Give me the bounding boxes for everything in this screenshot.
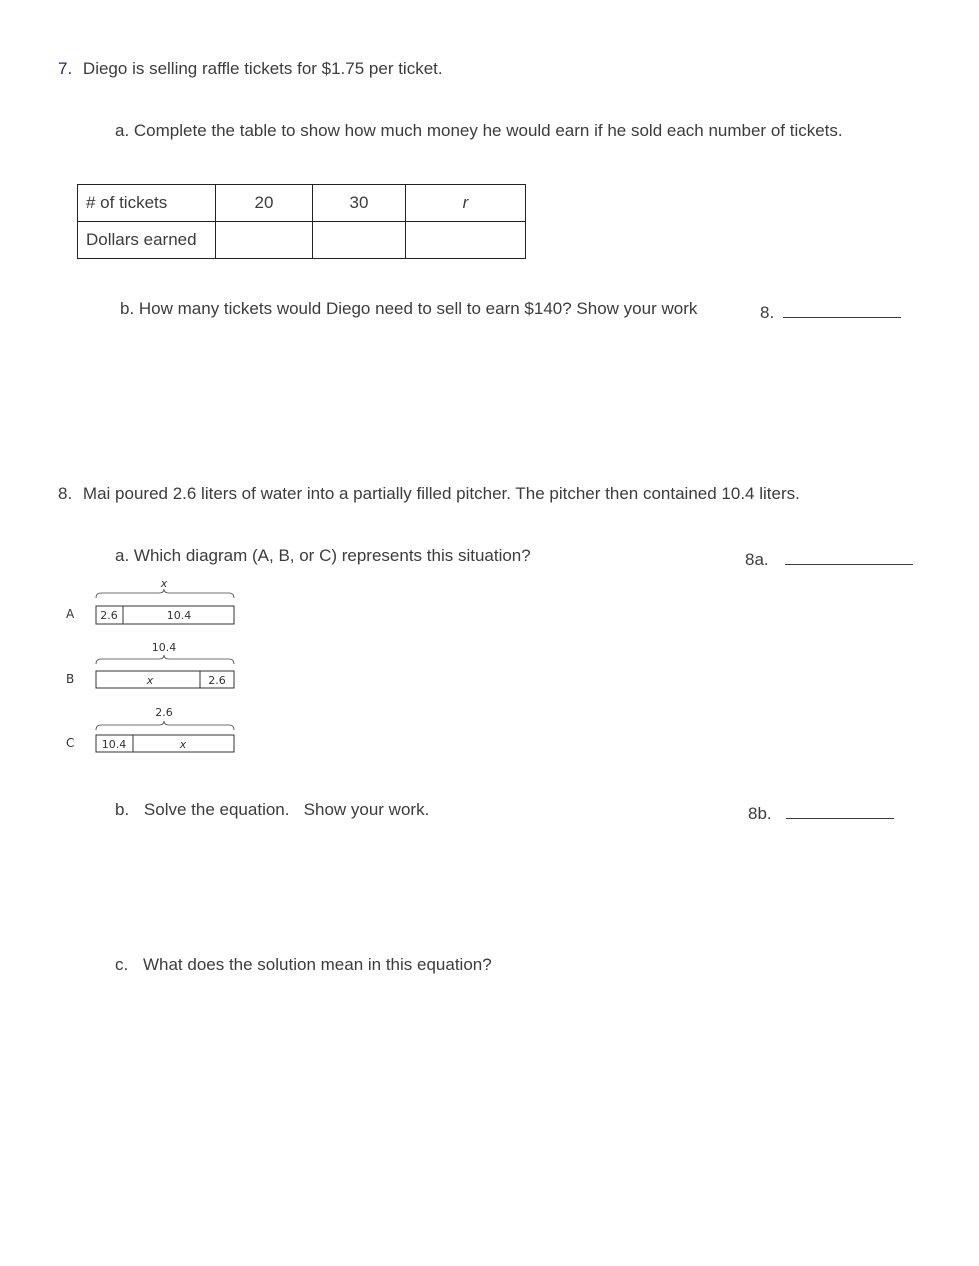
diagram-a-left-box: 2.6 (100, 609, 118, 622)
answer-8-line (760, 299, 901, 323)
diagram-c-left-box: 10.4 (101, 738, 127, 751)
answer-8-label: 8. (760, 303, 775, 322)
diagram-c-letter[interactable]: C (66, 736, 75, 750)
answer-blank[interactable] (783, 299, 901, 318)
question-7-number: 7. (58, 59, 73, 78)
diagram-b-left-box: x (146, 674, 154, 687)
diagram-b-right-box: 2.6 (208, 674, 226, 687)
tape-diagram-b (90, 640, 240, 690)
tape-diagram-a (90, 576, 240, 626)
answer-8b-label: 8b. (748, 804, 772, 823)
table-cell: # of tickets (78, 185, 216, 222)
question-7 (58, 59, 443, 79)
diagram-c-top-label: 2.6 (155, 706, 173, 719)
diagram-a-right-box: 10.4 (166, 609, 192, 622)
diagram-b-top-label: 10.4 (151, 641, 177, 654)
question-8b-letter: b. (115, 800, 130, 819)
question-8c-letter: c. (115, 955, 129, 974)
answer-8b-line (748, 800, 894, 824)
question-8 (58, 484, 800, 504)
diagram-b-letter[interactable]: B (66, 672, 75, 686)
brace (96, 589, 234, 598)
table-row (78, 222, 526, 259)
question-8c-prompt (115, 955, 492, 975)
table-answer-cell[interactable] (313, 222, 406, 259)
question-8a-prompt: a. Which diagram (A, B, or C) represents this situation? (115, 546, 531, 565)
diagram-a-letter[interactable]: A (66, 607, 75, 621)
question-8-number: 8. (58, 484, 73, 503)
question-8b-text: Solve the equation. Show your work. (143, 800, 430, 819)
table-cell: 30 (313, 185, 406, 222)
table-cell: r (406, 185, 526, 222)
question-7a-prompt: a. Complete the table to show how much money he would earn if he sold each number of tickets. (115, 121, 843, 140)
answer-blank[interactable] (786, 800, 894, 819)
table-answer-cell[interactable] (216, 222, 313, 259)
diagram-a-top-label: x (160, 577, 168, 590)
question-8-text: Mai poured 2.6 liters of water into a partially filled pitcher. The pitcher then contained 10.4 liters. (82, 484, 800, 503)
answer-8a-label: 8a. (745, 550, 769, 569)
question-7b-prompt: b. How many tickets would Diego need to sell to earn $140? Show your work (120, 299, 698, 318)
table-answer-cell[interactable] (406, 222, 526, 259)
question-8c-text: What does the solution mean in this equation? (142, 955, 492, 974)
diagram-c-right-box: x (179, 738, 187, 751)
table-cell: 20 (216, 185, 313, 222)
tickets-table (77, 184, 526, 259)
table-row (78, 185, 526, 222)
answer-blank[interactable] (785, 546, 913, 565)
table-cell: Dollars earned (78, 222, 216, 259)
question-8b-prompt (115, 800, 429, 820)
brace (96, 655, 234, 664)
tape-diagram-c (90, 704, 240, 754)
answer-8a-line (745, 546, 913, 570)
brace (96, 721, 234, 730)
question-7-text: Diego is selling raffle tickets for $1.75 per ticket. (82, 59, 443, 78)
